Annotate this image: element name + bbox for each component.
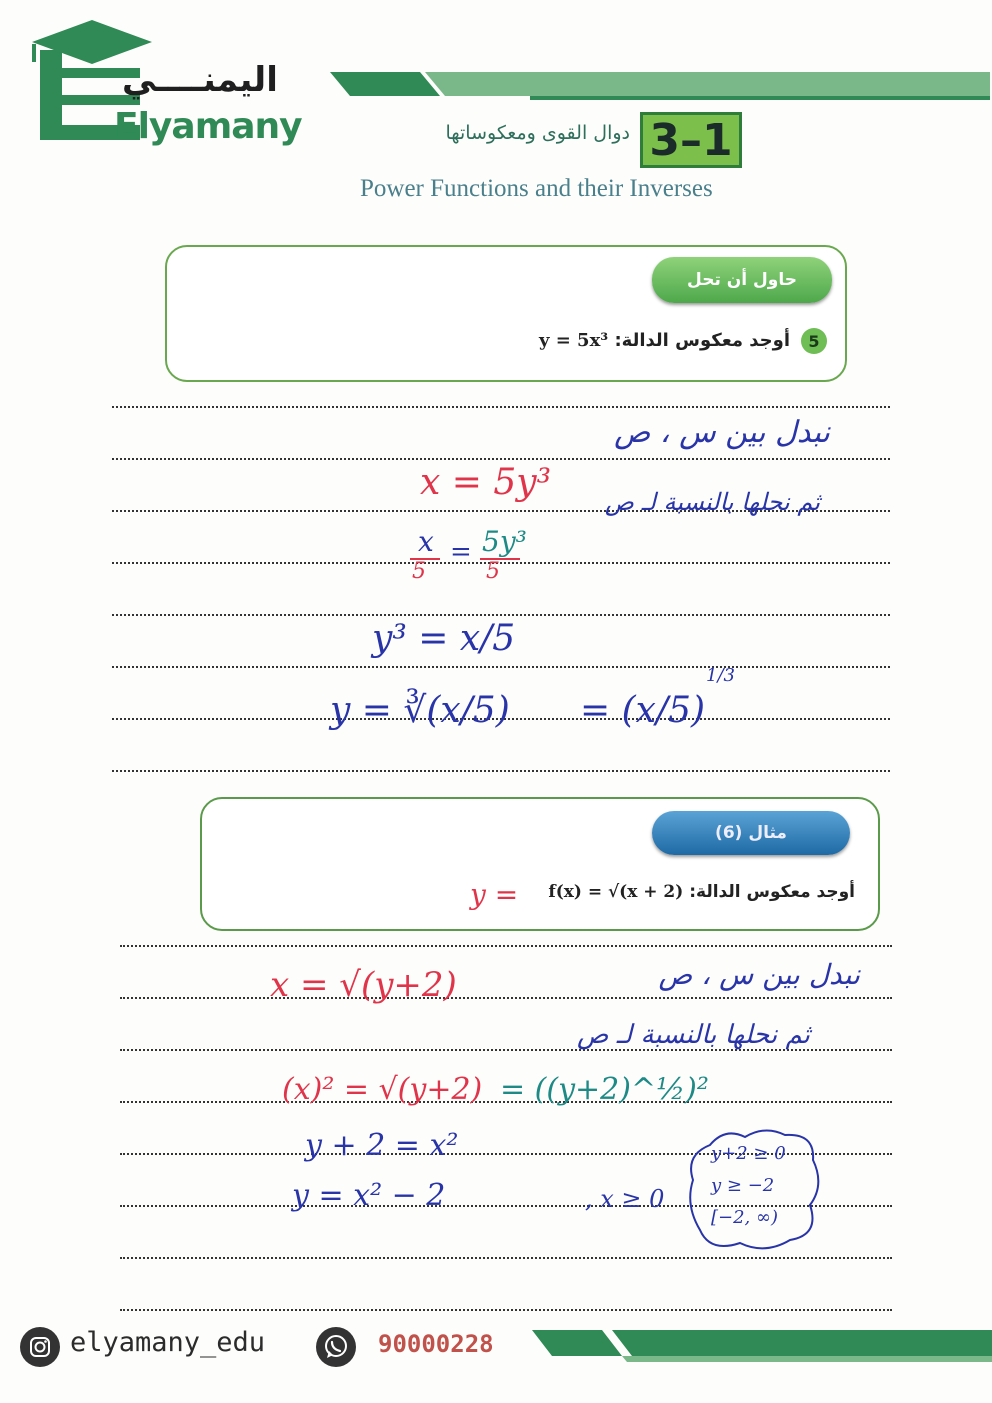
sol1-line6-right: = (x/5)	[580, 690, 706, 731]
sol1-line4-rden: 5	[486, 559, 500, 584]
sol1-line4-rnum: 5y³	[482, 525, 527, 558]
sol1-line1: نبدل بين س ، ص	[614, 415, 830, 450]
lesson-title-ar: دوال القوى ومعكوساتها	[445, 122, 630, 144]
example-handwritten-prefix: y =	[470, 878, 519, 911]
dotted-line	[112, 666, 890, 668]
exercise-question-ar: أوجد معكوس الدالة:	[614, 330, 790, 351]
sol1-line6-exp: 1/3	[706, 665, 735, 686]
whatsapp-icon[interactable]	[316, 1327, 356, 1367]
sol2-line6: y = x² − 2	[292, 1178, 446, 1213]
note-line-1: y+2 ≥ 0	[711, 1143, 786, 1164]
dotted-line	[112, 770, 890, 772]
sol2-line3: ثم نحلها بالنسبة لـ ص	[576, 1020, 810, 1050]
dotted-line	[112, 458, 890, 460]
sol2-condition: , x ≥ 0	[585, 1185, 665, 1213]
header-stripe	[330, 72, 990, 102]
sol2-line4-left: (x)² = √(y+2)	[282, 1072, 483, 1107]
dotted-line	[120, 997, 892, 999]
logo	[22, 20, 302, 150]
brand-name-ar: اليمنــــي	[122, 60, 278, 100]
note-line-2: y ≥ −2	[711, 1175, 775, 1196]
domain-note	[685, 1125, 825, 1255]
lesson-number: 3–1	[640, 112, 742, 168]
sol1-line4-eq: =	[450, 537, 472, 567]
sol2-line1: نبدل بين س ، ص	[658, 958, 860, 991]
whatsapp-number[interactable]: 90000228	[378, 1330, 494, 1358]
sol2-line2: x = √(y+2)	[270, 965, 457, 1005]
instagram-icon[interactable]	[20, 1327, 60, 1367]
note-line-3: [−2, ∞)	[711, 1207, 779, 1228]
example-question-math: f(x) = √(x + 2)	[548, 882, 684, 902]
sol1-line3: ثم نحلها بالنسبة لـ ص	[604, 488, 820, 516]
example-badge: مثال (6)	[652, 811, 850, 855]
sol1-line4-num: x	[418, 525, 434, 558]
dotted-line	[120, 1257, 892, 1259]
brand-name-en: Elyamany	[114, 106, 302, 147]
sol1-line4-den: 5	[412, 559, 426, 584]
sol2-line5: y + 2 = x²	[305, 1128, 459, 1163]
exercise-badge: حاول أن تحل	[652, 257, 832, 303]
example-question	[520, 882, 855, 902]
dotted-line	[120, 945, 892, 947]
sol1-line4	[400, 525, 570, 585]
exercise-question-math: y = 5x³	[538, 330, 609, 351]
exercise-question	[520, 330, 790, 351]
sol2-line4-right: = ((y+2)^½)²	[500, 1072, 709, 1107]
dotted-line	[120, 1309, 892, 1311]
footer-stripe	[532, 1330, 992, 1364]
example-question-ar: أوجد معكوس الدالة:	[689, 882, 855, 902]
dotted-line	[112, 614, 890, 616]
lesson-title-en: Power Functions and their Inverses	[360, 175, 713, 202]
dotted-line	[112, 406, 890, 408]
sol1-line5: y³ = x/5	[372, 618, 516, 659]
sol1-line2: x = 5y³	[420, 462, 552, 503]
sol1-line6-left: y = ∛(x/5)	[330, 690, 510, 731]
exercise-number: 5	[801, 328, 827, 354]
instagram-handle[interactable]: elyamany_edu	[70, 1327, 266, 1358]
